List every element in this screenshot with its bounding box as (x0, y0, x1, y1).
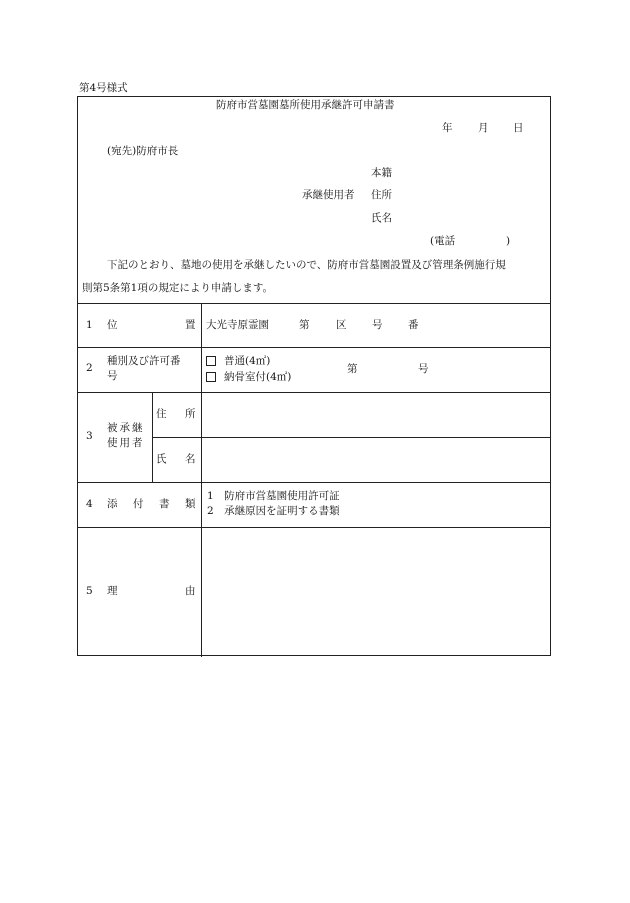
divider (78, 347, 550, 348)
column-divider (201, 303, 202, 657)
option-nokotsu-label: 納骨室付(4㎡) (224, 371, 292, 383)
checkbox-icon[interactable] (206, 356, 216, 366)
row5-label-a: 理 (107, 585, 118, 597)
successor-role-label: 承継使用者 (302, 189, 355, 201)
honseki-label: 本籍 (371, 167, 392, 179)
row1-number: 1 (86, 319, 93, 331)
checkbox-icon[interactable] (206, 372, 216, 382)
section-ban: 番 (408, 319, 419, 331)
statement-line-1: 下記のとおり、墓地の使用を承継したいので、防府市営墓園設置及び管理条例施行規 (107, 259, 506, 271)
row4-label-b: 付 (133, 498, 144, 510)
statement-line-2: 則第5条第1項の規定により申請します。 (82, 282, 274, 294)
date-day[interactable]: 日 (513, 122, 524, 134)
reason-field[interactable] (205, 528, 547, 654)
row1-label-position-a: 位 (107, 319, 118, 331)
date-month[interactable]: 月 (478, 122, 489, 134)
option-nokotsu[interactable] (206, 372, 291, 383)
row5-number: 5 (86, 585, 93, 597)
row3-label-line1: 被承継 (107, 422, 145, 434)
row1-label-position-b: 置 (185, 319, 196, 331)
phone-close: ) (506, 235, 511, 247)
date-year: 年 (442, 122, 453, 134)
row2-label-line2: 号 (107, 370, 118, 382)
row4-label-c: 書 (159, 498, 170, 510)
section-dai: 第 (299, 319, 310, 331)
permit-dai: 第 (347, 363, 358, 375)
section-ku: 区 (336, 319, 347, 331)
row3-label-line2: 使用者 (107, 437, 145, 449)
row4-label-d: 類 (185, 498, 196, 510)
permit-go: 号 (418, 363, 429, 375)
column-divider (152, 392, 153, 482)
predecessor-address-label-a: 住 (156, 408, 167, 420)
row2-number: 2 (86, 362, 93, 374)
form-number: 第4号様式 (79, 82, 128, 94)
addressee: (宛先)防府市長 (107, 145, 179, 157)
phone-label: (電話 (430, 235, 456, 247)
option-futsu-label: 普通(4㎡) (224, 355, 271, 367)
section-go: 号 (372, 319, 383, 331)
name-label: 氏名 (371, 212, 392, 224)
address-label: 住所 (371, 189, 392, 201)
row2-label-line1: 種別及び許可番 (107, 355, 181, 367)
predecessor-name-label-b: 名 (185, 453, 196, 465)
predecessor-name-label-a: 氏 (156, 453, 167, 465)
attached-doc-2: 2 承継原因を証明する書類 (207, 505, 340, 517)
cemetery-name: 大光寺原霊園 (206, 319, 269, 331)
divider (153, 437, 550, 438)
predecessor-address-label-b: 所 (185, 408, 196, 420)
row4-number: 4 (86, 498, 93, 510)
row5-label-b: 由 (185, 585, 196, 597)
divider (78, 392, 550, 393)
row3-number: 3 (86, 430, 93, 442)
row4-label-a: 添 (107, 498, 118, 510)
attached-doc-1: 1 防府市営墓園使用許可証 (207, 490, 340, 502)
divider (78, 303, 550, 304)
divider (78, 482, 550, 483)
form-title: 防府市営墓園墓所使用承継許可申請書 (216, 99, 395, 111)
option-futsu[interactable] (206, 356, 270, 367)
